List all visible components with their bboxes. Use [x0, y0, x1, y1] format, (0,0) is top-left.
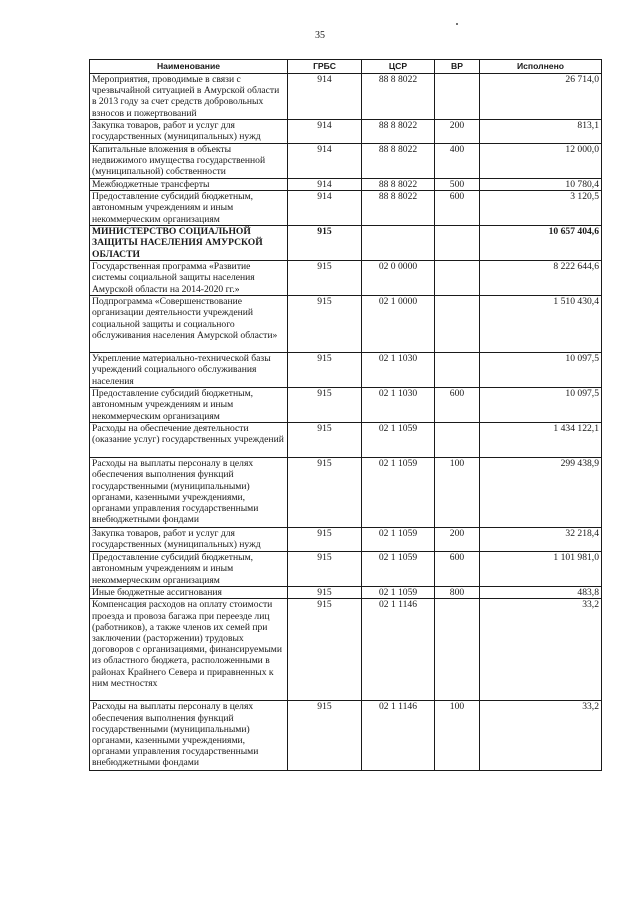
cell-executed: 813,1: [480, 120, 602, 144]
table-row: [90, 261, 602, 296]
table-row-ministry: [90, 226, 602, 261]
table-row: [90, 458, 602, 528]
cell-vr: 500: [435, 179, 480, 191]
cell-grbs: 914: [288, 74, 362, 120]
cell-name: Предоставление субсидий бюджетным, автономным учреждениям и иным некоммерческим организациям: [90, 388, 288, 423]
cell-csr: 88 8 8022: [362, 74, 435, 120]
table-row: [90, 423, 602, 458]
cell-grbs: 915: [288, 261, 362, 296]
cell-grbs: 914: [288, 120, 362, 144]
cell-vr: 200: [435, 120, 480, 144]
cell-csr: 88 8 8022: [362, 179, 435, 191]
cell-grbs: 915: [288, 296, 362, 353]
cell-vr: 100: [435, 701, 480, 771]
table-row: [90, 353, 602, 388]
header-executed: Исполнено: [480, 60, 602, 74]
cell-executed: 299 438,9: [480, 458, 602, 528]
cell-name: Закупка товаров, работ и услуг для государственных (муниципальных) нужд: [90, 528, 288, 552]
cell-grbs: 915: [288, 353, 362, 388]
cell-grbs: 915: [288, 388, 362, 423]
table-row: [90, 74, 602, 120]
cell-executed: 3 120,5: [480, 191, 602, 226]
cell-csr: 02 1 1146: [362, 701, 435, 771]
cell-name: Укрепление материально-технической базы учреждений социального обслуживания населения: [90, 353, 288, 388]
cell-vr: 800: [435, 587, 480, 599]
cell-csr: 02 1 1030: [362, 388, 435, 423]
cell-vr: 400: [435, 144, 480, 179]
table-row: [90, 179, 602, 191]
cell-name: Расходы на обеспечение деятельности (оказание услуг) государственных учреждений: [90, 423, 288, 458]
page-number: 35: [315, 30, 325, 41]
cell-grbs: 915: [288, 552, 362, 587]
cell-csr: 02 1 1059: [362, 552, 435, 587]
cell-grbs: 915: [288, 226, 362, 261]
cell-vr: [435, 261, 480, 296]
cell-grbs: 915: [288, 458, 362, 528]
table-row: [90, 599, 602, 701]
cell-name: Предоставление субсидий бюджетным, автономным учреждениям и иным некоммерческим организациям: [90, 552, 288, 587]
cell-csr: 88 8 8022: [362, 120, 435, 144]
cell-name: Компенсация расходов на оплату стоимости проезда и провоза багажа при переезде лиц (работников), а также членов их семей при заключении (расторжении) трудовых договоров с организациями, финансируемыми из областного бюджета, расположенными в районах Крайнего Севера и приравненных к ним местностях: [90, 599, 288, 701]
cell-csr: 02 1 1059: [362, 587, 435, 599]
cell-grbs: 915: [288, 599, 362, 701]
cell-csr: 02 0 0000: [362, 261, 435, 296]
cell-executed: 10 780,4: [480, 179, 602, 191]
cell-name: Расходы на выплаты персоналу в целях обеспечения выполнения функций государственными (муниципальными) органами, казенными учреждениями, органами управления государственными внебюджетными фондами: [90, 458, 288, 528]
cell-executed: 26 714,0: [480, 74, 602, 120]
cell-executed: 12 000,0: [480, 144, 602, 179]
table-row: [90, 388, 602, 423]
cell-name: Подпрограмма «Совершенствование организации деятельности учреждений социальной защиты и социального обслуживания населения Амурской области»: [90, 296, 288, 353]
cell-name: Мероприятия, проводимые в связи с чрезвычайной ситуацией в Амурской области в 2013 году за счет средств добровольных взносов и пожертвований: [90, 74, 288, 120]
cell-vr: [435, 296, 480, 353]
table-row: [90, 296, 602, 353]
table-header-row: [90, 60, 602, 74]
scan-speck: [456, 23, 458, 25]
cell-name: Иные бюджетные ассигнования: [90, 587, 288, 599]
cell-vr: [435, 423, 480, 458]
cell-grbs: 914: [288, 191, 362, 226]
budget-table: [89, 59, 602, 771]
cell-executed: 33,2: [480, 701, 602, 771]
cell-csr: 02 1 1030: [362, 353, 435, 388]
cell-executed: 10 097,5: [480, 388, 602, 423]
cell-csr: 88 8 8022: [362, 144, 435, 179]
cell-vr: [435, 599, 480, 701]
cell-executed: 32 218,4: [480, 528, 602, 552]
cell-grbs: 914: [288, 179, 362, 191]
cell-executed: 10 097,5: [480, 353, 602, 388]
header-csr: ЦСР: [362, 60, 435, 74]
cell-csr: 02 1 1059: [362, 423, 435, 458]
cell-executed: 33,2: [480, 599, 602, 701]
cell-csr: 02 1 1059: [362, 458, 435, 528]
table-row: [90, 120, 602, 144]
cell-executed: 1 510 430,4: [480, 296, 602, 353]
cell-name: Закупка товаров, работ и услуг для государственных (муниципальных) нужд: [90, 120, 288, 144]
cell-vr: 600: [435, 388, 480, 423]
cell-vr: [435, 353, 480, 388]
table-row: [90, 144, 602, 179]
header-grbs: ГРБС: [288, 60, 362, 74]
cell-executed: 483,8: [480, 587, 602, 599]
table-row: [90, 587, 602, 599]
table-row: [90, 552, 602, 587]
cell-name: Капитальные вложения в объекты недвижимого имущества государственной (муниципальной) собственности: [90, 144, 288, 179]
cell-vr: 100: [435, 458, 480, 528]
cell-csr: 02 1 1146: [362, 599, 435, 701]
cell-name: Расходы на выплаты персоналу в целях обеспечения выполнения функций государственными (муниципальными) органами, казенными учреждениями, органами управления государственными внебюджетными фондами: [90, 701, 288, 771]
table-row: [90, 701, 602, 771]
cell-csr: 88 8 8022: [362, 191, 435, 226]
cell-csr: 02 1 1059: [362, 528, 435, 552]
cell-name: Государственная программа «Развитие системы социальной защиты населения Амурской области на 2014-2020 гг.»: [90, 261, 288, 296]
cell-csr: 02 1 0000: [362, 296, 435, 353]
cell-grbs: 915: [288, 423, 362, 458]
header-vr: ВР: [435, 60, 480, 74]
cell-vr: 600: [435, 552, 480, 587]
cell-vr: [435, 226, 480, 261]
header-name: Наименование: [90, 60, 288, 74]
cell-vr: 200: [435, 528, 480, 552]
cell-csr: [362, 226, 435, 261]
cell-executed: 10 657 404,6: [480, 226, 602, 261]
cell-vr: 600: [435, 191, 480, 226]
cell-name: Предоставление субсидий бюджетным, автономным учреждениям и иным некоммерческим организациям: [90, 191, 288, 226]
cell-vr: [435, 74, 480, 120]
cell-grbs: 915: [288, 528, 362, 552]
cell-name: МИНИСТЕРСТВО СОЦИАЛЬНОЙ ЗАЩИТЫ НАСЕЛЕНИЯ АМУРСКОЙ ОБЛАСТИ: [90, 226, 288, 261]
cell-executed: 8 222 644,6: [480, 261, 602, 296]
cell-executed: 1 101 981,0: [480, 552, 602, 587]
cell-executed: 1 434 122,1: [480, 423, 602, 458]
table-row: [90, 191, 602, 226]
cell-name: Межбюджетные трансферты: [90, 179, 288, 191]
table-row: [90, 528, 602, 552]
cell-grbs: 914: [288, 144, 362, 179]
cell-grbs: 915: [288, 701, 362, 771]
cell-grbs: 915: [288, 587, 362, 599]
